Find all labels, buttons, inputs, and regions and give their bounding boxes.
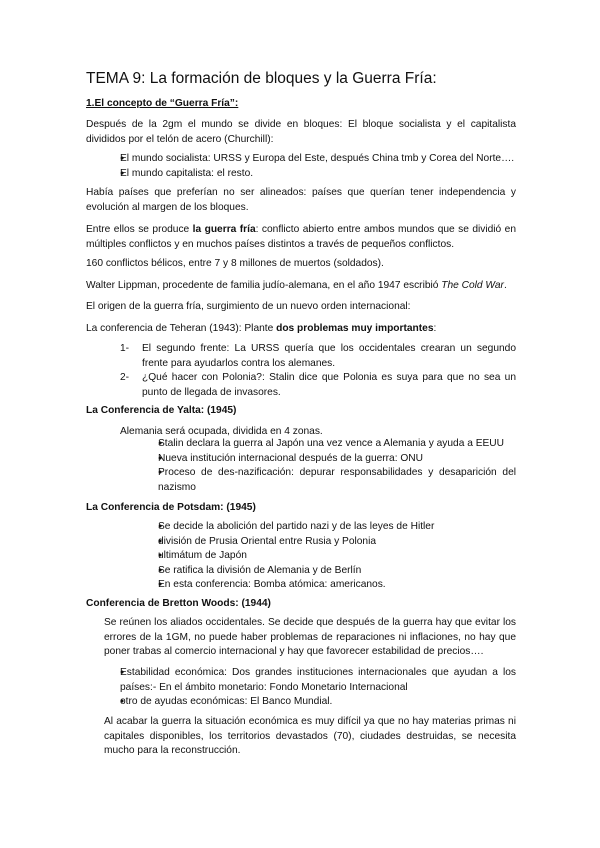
list-item: ● Stalin declara la guerra al Japón una vez vence a Alemania y ayuda a EEUU <box>144 437 516 452</box>
section-heading-potsdam: La Conferencia de Potsdam: (1945) <box>86 502 256 513</box>
paragraph-guerra-fria: Entre ellos se produce la guerra fría: conflicto abierto entre ambos mundos que se dividió en múltiples conflictos y en muchos países distintos a través de pequeños conflictos. <box>86 224 517 250</box>
numbered-list-teheran <box>120 342 516 400</box>
list-item: ● Proceso de des-nazificación: depurar responsabilidades y desaparición del nazismo <box>144 466 516 495</box>
list-item: ● El mundo socialista: URSS y Europa del Este, después China tmb y Corea del Norte…. <box>100 152 516 167</box>
list-item: 1- El segundo frente: La URSS quería que los occidentales crearan un segundo frente para ayudarlos contra los alemanes. <box>120 343 516 369</box>
bullet-list-blocks <box>100 152 516 181</box>
section-heading-yalta: La Conferencia de Yalta: (1945) <box>86 405 237 416</box>
paragraph-yalta-intro: Alemania será ocupada, dividida en 4 zonas. <box>120 426 323 437</box>
bullet-list-potsdam <box>144 520 516 593</box>
section-heading-bretton-woods: Conferencia de Bretton Woods: (1944) <box>86 598 271 609</box>
list-item: ● Se decide la abolición del partido nazi y de las leyes de Hitler <box>144 520 516 535</box>
list-item: ● Nueva institución internacional después de la guerra: ONU <box>144 452 516 467</box>
paragraph-conflictos: 160 conflictos bélicos, entre 7 y 8 millones de muertos (soldados). <box>86 258 384 269</box>
paragraph-bretton-intro: Se reúnen los aliados occidentales. Se decide que después de la guerra hay que evitar los errores de la 1GM, no puede haber problemas de reparaciones ni inflaciones, no hay que poner trabas al comercio internacional y hay que favorecer estabilidad de precios…. <box>104 617 516 658</box>
list-item: ● división de Prusia Oriental entre Rusia y Polonia <box>144 535 516 550</box>
bullet-list-bretton <box>102 666 516 710</box>
section-heading-guerra-fria: 1.El concepto de “Guerra Fría”: <box>86 98 239 109</box>
document-title: TEMA 9: La formación de bloques y la Guerra Fría: <box>86 70 437 87</box>
paragraph-teheran: La conferencia de Teheran (1943): Plante dos problemas muy importantes: <box>86 323 437 334</box>
list-item: 2- ¿Qué hacer con Polonia?: Stalin dice que Polonia es suya para que no sea un punto de llegada de invasores. <box>120 372 516 398</box>
list-item: ● Se ratifica la división de Alemania y de Berlín <box>144 564 516 579</box>
paragraph-bretton-closing: Al acabar la guerra la situación económica es muy difícil ya que no hay materias primas ni capitales disponibles, los territorios devastados (70), ciudades destruidas, se necesita mucho para la reconstrucción. <box>104 716 516 757</box>
paragraph-no-alineados: Había países que preferían no ser alineados: países que querían tener independencia y evolución al margen de los bloques. <box>86 187 516 213</box>
paragraph-origen: El origen de la guerra fría, surgimiento de un nuevo orden internacional: <box>86 301 411 312</box>
list-item: ● El mundo capitalista: el resto. <box>100 167 516 182</box>
list-item: ● Estabilidad económica: Dos grandes instituciones internacionales que ayudan a los países:- En el ámbito monetario: Fondo Monetario Internacional <box>102 666 516 695</box>
list-item: ● ultimátum de Japón <box>144 549 516 564</box>
paragraph-intro: Después de la 2gm el mundo se divide en bloques: El bloque socialista y el capitalista divididos por el telón de acero (Churchill): <box>86 119 516 145</box>
list-item: ● otro de ayudas económicas: El Banco Mundial. <box>102 695 516 710</box>
list-item: ● En esta conferencia: Bomba atómica: americanos. <box>144 578 516 593</box>
bullet-list-yalta <box>144 437 516 495</box>
paragraph-lippman: Walter Lippman, procedente de familia judío-alemana, en el año 1947 escribió The Cold War. <box>86 280 507 291</box>
